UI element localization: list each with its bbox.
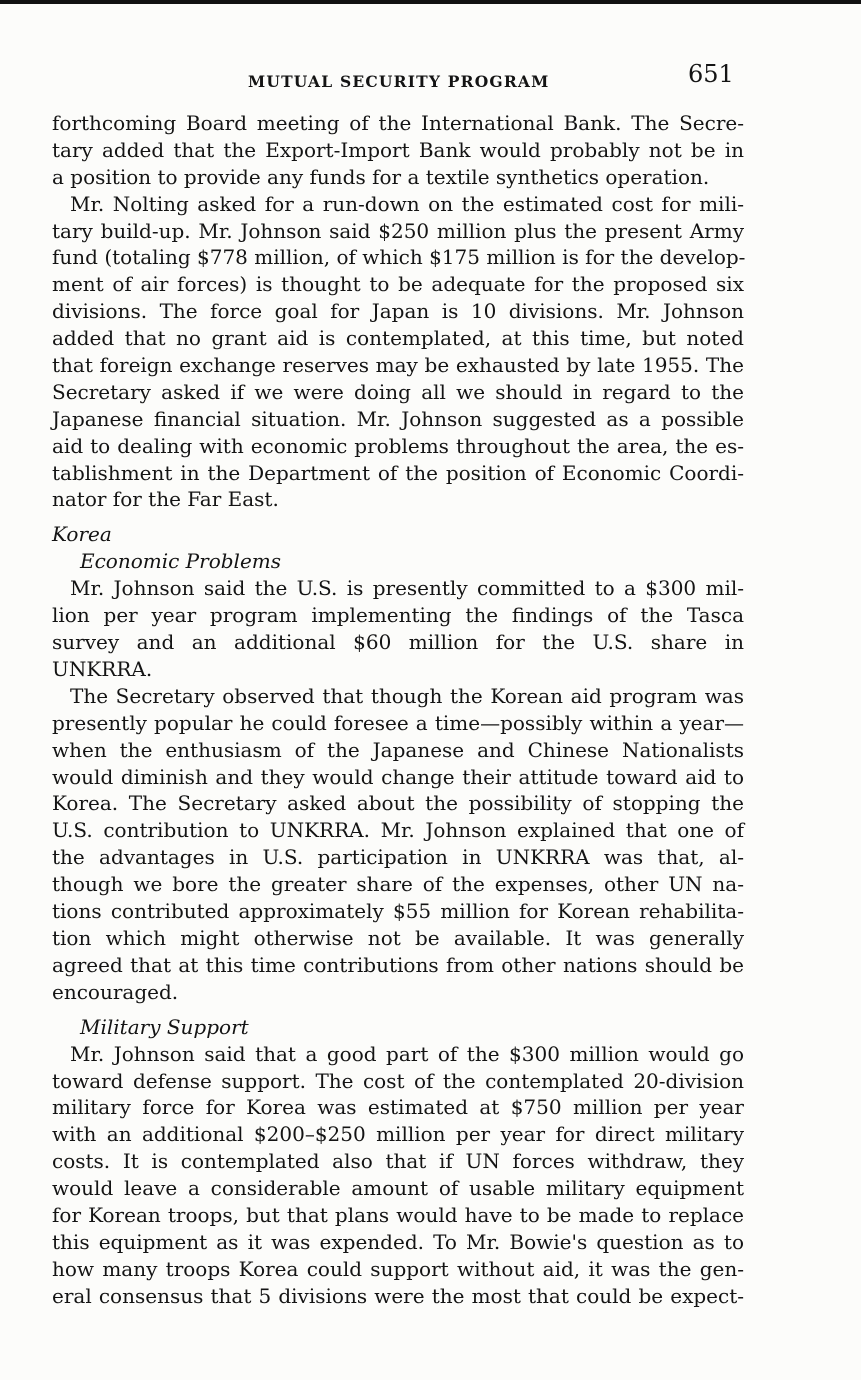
text-line: lion per year program implementing the findings of the Tasca xyxy=(52,603,744,628)
text-line: Secretary asked if we were doing all we should in regard to the xyxy=(52,379,744,404)
text-line: aid to dealing with economic problems throughout the area, the es- xyxy=(52,433,744,458)
text-line: for Korean troops, but that plans would have to be made to replace xyxy=(52,1202,744,1227)
text-line: a position to provide any funds for a textile synthetics operation. xyxy=(52,164,710,189)
text-line: Japanese financial situation. Mr. Johnson suggested as a possible xyxy=(52,406,744,431)
text-line: tablishment in the Department of the position of Economic Coordi- xyxy=(52,460,744,485)
text-line: divisions. The force goal for Japan is 10 divisions. Mr. Johnson xyxy=(52,299,744,324)
paragraph xyxy=(52,683,744,1006)
text-line: survey and an additional $60 million for the U.S. share in xyxy=(52,630,744,655)
running-head: MUTUAL SECURITY PROGRAM xyxy=(248,72,550,91)
text-line: The Secretary observed that though the Korean aid program was xyxy=(70,683,744,708)
text-line: ment of air forces) is thought to be adequate for the proposed six xyxy=(52,272,744,297)
section-gap xyxy=(52,1006,744,1014)
text-line: would diminish and they would change their attitude toward aid to xyxy=(52,764,744,789)
text-line: Mr. Nolting asked for a run-down on the estimated cost for mili- xyxy=(70,191,744,216)
text-line: though we bore the greater share of the expenses, other UN na- xyxy=(52,872,744,897)
text-line: with an additional $200–$250 million per year for direct military xyxy=(52,1122,744,1147)
text-line: forthcoming Board meeting of the International Bank. The Secre- xyxy=(52,111,744,135)
text-line: fund (totaling $778 million, of which $175 million is for the develop- xyxy=(52,245,746,270)
text-line: eral consensus that 5 divisions were the most that could be expect- xyxy=(52,1283,744,1308)
text-line: tion which might otherwise not be available. It was generally xyxy=(52,925,744,950)
text-line: Mr. Johnson said that a good part of the $300 million would go xyxy=(70,1041,744,1066)
paragraph xyxy=(52,575,744,683)
text-line: tary build-up. Mr. Johnson said $250 million plus the present Army xyxy=(52,218,744,243)
paragraph xyxy=(52,191,744,514)
text-line: added that no grant aid is contemplated, at this time, but noted xyxy=(52,326,744,351)
text-line: this equipment as it was expended. To Mr. Bowie's question as to xyxy=(52,1229,744,1254)
text-line: the advantages in U.S. participation in UNKRRA was that, al- xyxy=(52,845,744,870)
text-line: military force for Korea was estimated at $750 million per year xyxy=(52,1095,744,1120)
text-line: Korea. The Secretary asked about the possibility of stopping the xyxy=(52,791,744,816)
text-line: encouraged. xyxy=(52,979,179,1004)
page-number: 651 xyxy=(688,60,734,88)
text-line: presently popular he could foresee a time—possibly within a year— xyxy=(52,710,744,735)
text-line: costs. It is contemplated also that if UN forces withdraw, they xyxy=(52,1149,744,1174)
text-line: would leave a considerable amount of usable military equipment xyxy=(52,1176,744,1201)
text-line: toward defense support. The cost of the contemplated 20-division xyxy=(52,1068,744,1093)
subsection-heading: Economic Problems xyxy=(80,549,282,574)
text-line: tary added that the Export-Import Bank would probably not be in xyxy=(52,137,744,162)
text-line: when the enthusiasm of the Japanese and Chinese Nationalists xyxy=(52,737,744,762)
subsection-heading: Military Support xyxy=(80,1014,249,1039)
page-body xyxy=(52,110,744,1310)
text-line: tions contributed approximately $55 million for Korean rehabilita- xyxy=(52,899,744,924)
section-heading: Korea xyxy=(52,522,112,547)
top-border-rule xyxy=(0,0,861,4)
section-gap xyxy=(52,513,744,521)
text-line: that foreign exchange reserves may be exhausted by late 1955. The xyxy=(52,353,744,378)
text-line: U.S. contribution to UNKRRA. Mr. Johnson explained that one of xyxy=(52,818,744,843)
text-line: agreed that at this time contributions from other nations should be xyxy=(52,952,744,977)
paragraph xyxy=(52,1041,744,1310)
text-line: how many troops Korea could support without aid, it was the gen- xyxy=(52,1256,744,1281)
paragraph xyxy=(52,110,744,191)
text-line: Mr. Johnson said the U.S. is presently committed to a $300 mil- xyxy=(70,576,744,601)
text-line: nator for the Far East. xyxy=(52,487,279,512)
text-line: UNKRRA. xyxy=(52,657,153,682)
